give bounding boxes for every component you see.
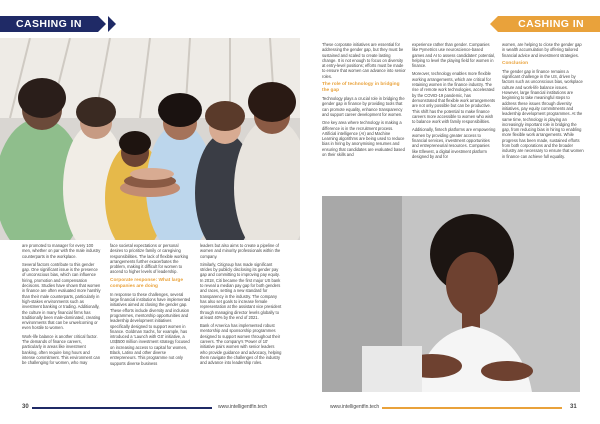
group-of-women-photo bbox=[0, 38, 300, 240]
right-column-3 bbox=[502, 42, 584, 162]
paragraph: In response to these challenges, several large financial institutions have implemented initiatives aimed at closing the gender gap. These efforts include diversity and inclusion programmes, mentorship opportunities and leadership development initiatives specifically designed to support women in finance. Goldman Sachs, for example, has introduced a 'Launch with GS' initiative, a US$500 million investment strategy focused on increasing access to capital for women, Black, Latinx and other diverse entrepreneurs. This programme not only supports diverse business bbox=[110, 291, 191, 366]
left-column-1 bbox=[22, 243, 102, 369]
portrait-illustration bbox=[322, 196, 580, 392]
paragraph: These corporate initiatives are essential for addressing the gender gap, but they must be sustained and scaled to create lasting change. It is not enough to focus on diversity at entry-level positions; efforts must be made to ensure that women can advance into senior roles. bbox=[322, 42, 406, 79]
paragraph: Bank of America has implemented robust mentorship and sponsorship programmes designed to support women throughout their careers. The company's 'Power of 10' initiative pairs women with senior leaders who provide guidance and advocacy, helping them navigate the challenges of the industry and advance into leadership roles. bbox=[200, 323, 282, 366]
section-banner bbox=[0, 16, 116, 32]
footer-url[interactable]: www.intelligentfin.tech bbox=[218, 404, 268, 410]
paragraph: Moreover, technology enables more flexible working arrangements, which are critical for retaining women in the finance industry. The rise of remote work technologies, accelerated by the COVID-19 pandemic, has demonstrated that flexible work arrangements are not only possible but can be productive. This shift has the potential to make finance careers more accessible to women who wish to balance work with family responsibilities. bbox=[412, 71, 496, 125]
subheading: Corporate response: What large companies are doing bbox=[110, 277, 184, 289]
paragraph: are promoted to manager for every 100 men, whether on par with the male industry counterparts in the workplace. bbox=[22, 243, 101, 259]
paragraph: One key area where technology is making a difference is in the recruitment process. Artificial intelligence (AI) and Machine Learning algorithms are being used to reduce bias in hiring by anonymising resumes and ensuring that candidates are evaluated based on their skills and bbox=[322, 120, 405, 158]
paragraph: The gender gap in finance remains a significant challenge in the US, driven by factors such as unconscious bias, workplace culture and work-life balance issues. However, large financial institutions are beginning to take meaningful steps to address these issues through diversity initiatives, pay equity commitments and leadership development programmes. At the same time, technology is playing an increasingly important role in bridging the gap, from reducing bias in hiring to enabling more flexible work arrangements. While progress has been made, sustained efforts from both corporations and the broader industry are necessary to ensure that women in finance can achieve full equality. bbox=[502, 68, 584, 159]
paragraph: Work-life balance is another critical factor. The demands of finance careers, particularly in areas like investment banking, often require long hours and intense commitment. This environment can be challenging for women, who may bbox=[22, 333, 100, 366]
right-column-1 bbox=[322, 42, 406, 160]
group-photo-illustration bbox=[0, 38, 300, 240]
paragraph: Technology plays a crucial role in bridging the gender gap in finance by providing tools that can promote equality, enhance transparency and support career development for women. bbox=[322, 96, 405, 117]
left-column-3 bbox=[200, 243, 282, 369]
paragraph: Similarly, Citigroup has made significant strides by publicly disclosing its gender pay gap and committing to improving pay equity. In 2018, Citi became the first major US bank to reveal a median pay gap for both genders and races, setting a new standard for transparency in the industry. The company has also set goals to increase female representation at the assistant vice president through managing director levels globally to at least 40% by the end of 2021. bbox=[200, 261, 282, 320]
chevron-right-icon-2 bbox=[108, 16, 116, 32]
right-page bbox=[300, 0, 600, 424]
left-column-2 bbox=[110, 243, 192, 369]
subheading: Conclusion bbox=[502, 60, 529, 66]
paragraph: experience rather than gender. Companies like Pymetrics use neuroscience-based games and AI to assess candidates' potential, helping to level the playing field for women in finance. bbox=[412, 42, 495, 69]
footer-divider-right bbox=[382, 407, 562, 409]
subheading: The role of technology in bridging the gap bbox=[322, 82, 400, 94]
banner-title-right: CASHING IN bbox=[498, 16, 600, 32]
chevron-right-icon bbox=[98, 16, 106, 32]
page-number: 30 bbox=[22, 404, 29, 410]
banner-title: CASHING IN bbox=[0, 16, 98, 32]
paragraph: face societal expectations or personal desires to prioritize family or caregiving responsibilities. The lack of flexible working arrangements further exacerbates the problem, making it difficult for women to ascend to higher levels of leadership. bbox=[110, 243, 189, 275]
section-banner-right bbox=[490, 16, 600, 32]
footer-url-right[interactable]: www.intelligentfin.tech bbox=[330, 404, 380, 410]
chevron-left-icon bbox=[490, 16, 498, 32]
right-column-2 bbox=[412, 42, 496, 162]
woman-portrait-photo bbox=[322, 196, 580, 392]
paragraph: Several factors contribute to this gender gap. One significant issue is the presence of unconscious bias, which can influence hiring, promotion and compensation decisions. Studies have shown that women in finance are often evaluated more harshly than their male counterparts, particularly in high-stakes environments such as investment banking or trading. Additionally, the culture in many financial firms has traditionally been male-dominated, creating environments that can be unwelcoming or even hostile to women. bbox=[22, 261, 101, 331]
page-number-right: 31 bbox=[570, 404, 577, 410]
paragraph: women, are helping to close the gender gap in wealth accumulation by offering tailored financial advice and investment strategies. bbox=[502, 42, 582, 58]
paragraph: leaders but also aims to create a pipeline of women and minority professionals within the company. bbox=[200, 243, 281, 259]
footer-divider bbox=[32, 407, 212, 409]
paragraph: Additionally, fintech platforms are empowering women by providing greater access to financial services, investment opportunities and entrepreneurial resources. Companies like Ellevest, a digital investment platform designed by and for bbox=[412, 127, 496, 159]
